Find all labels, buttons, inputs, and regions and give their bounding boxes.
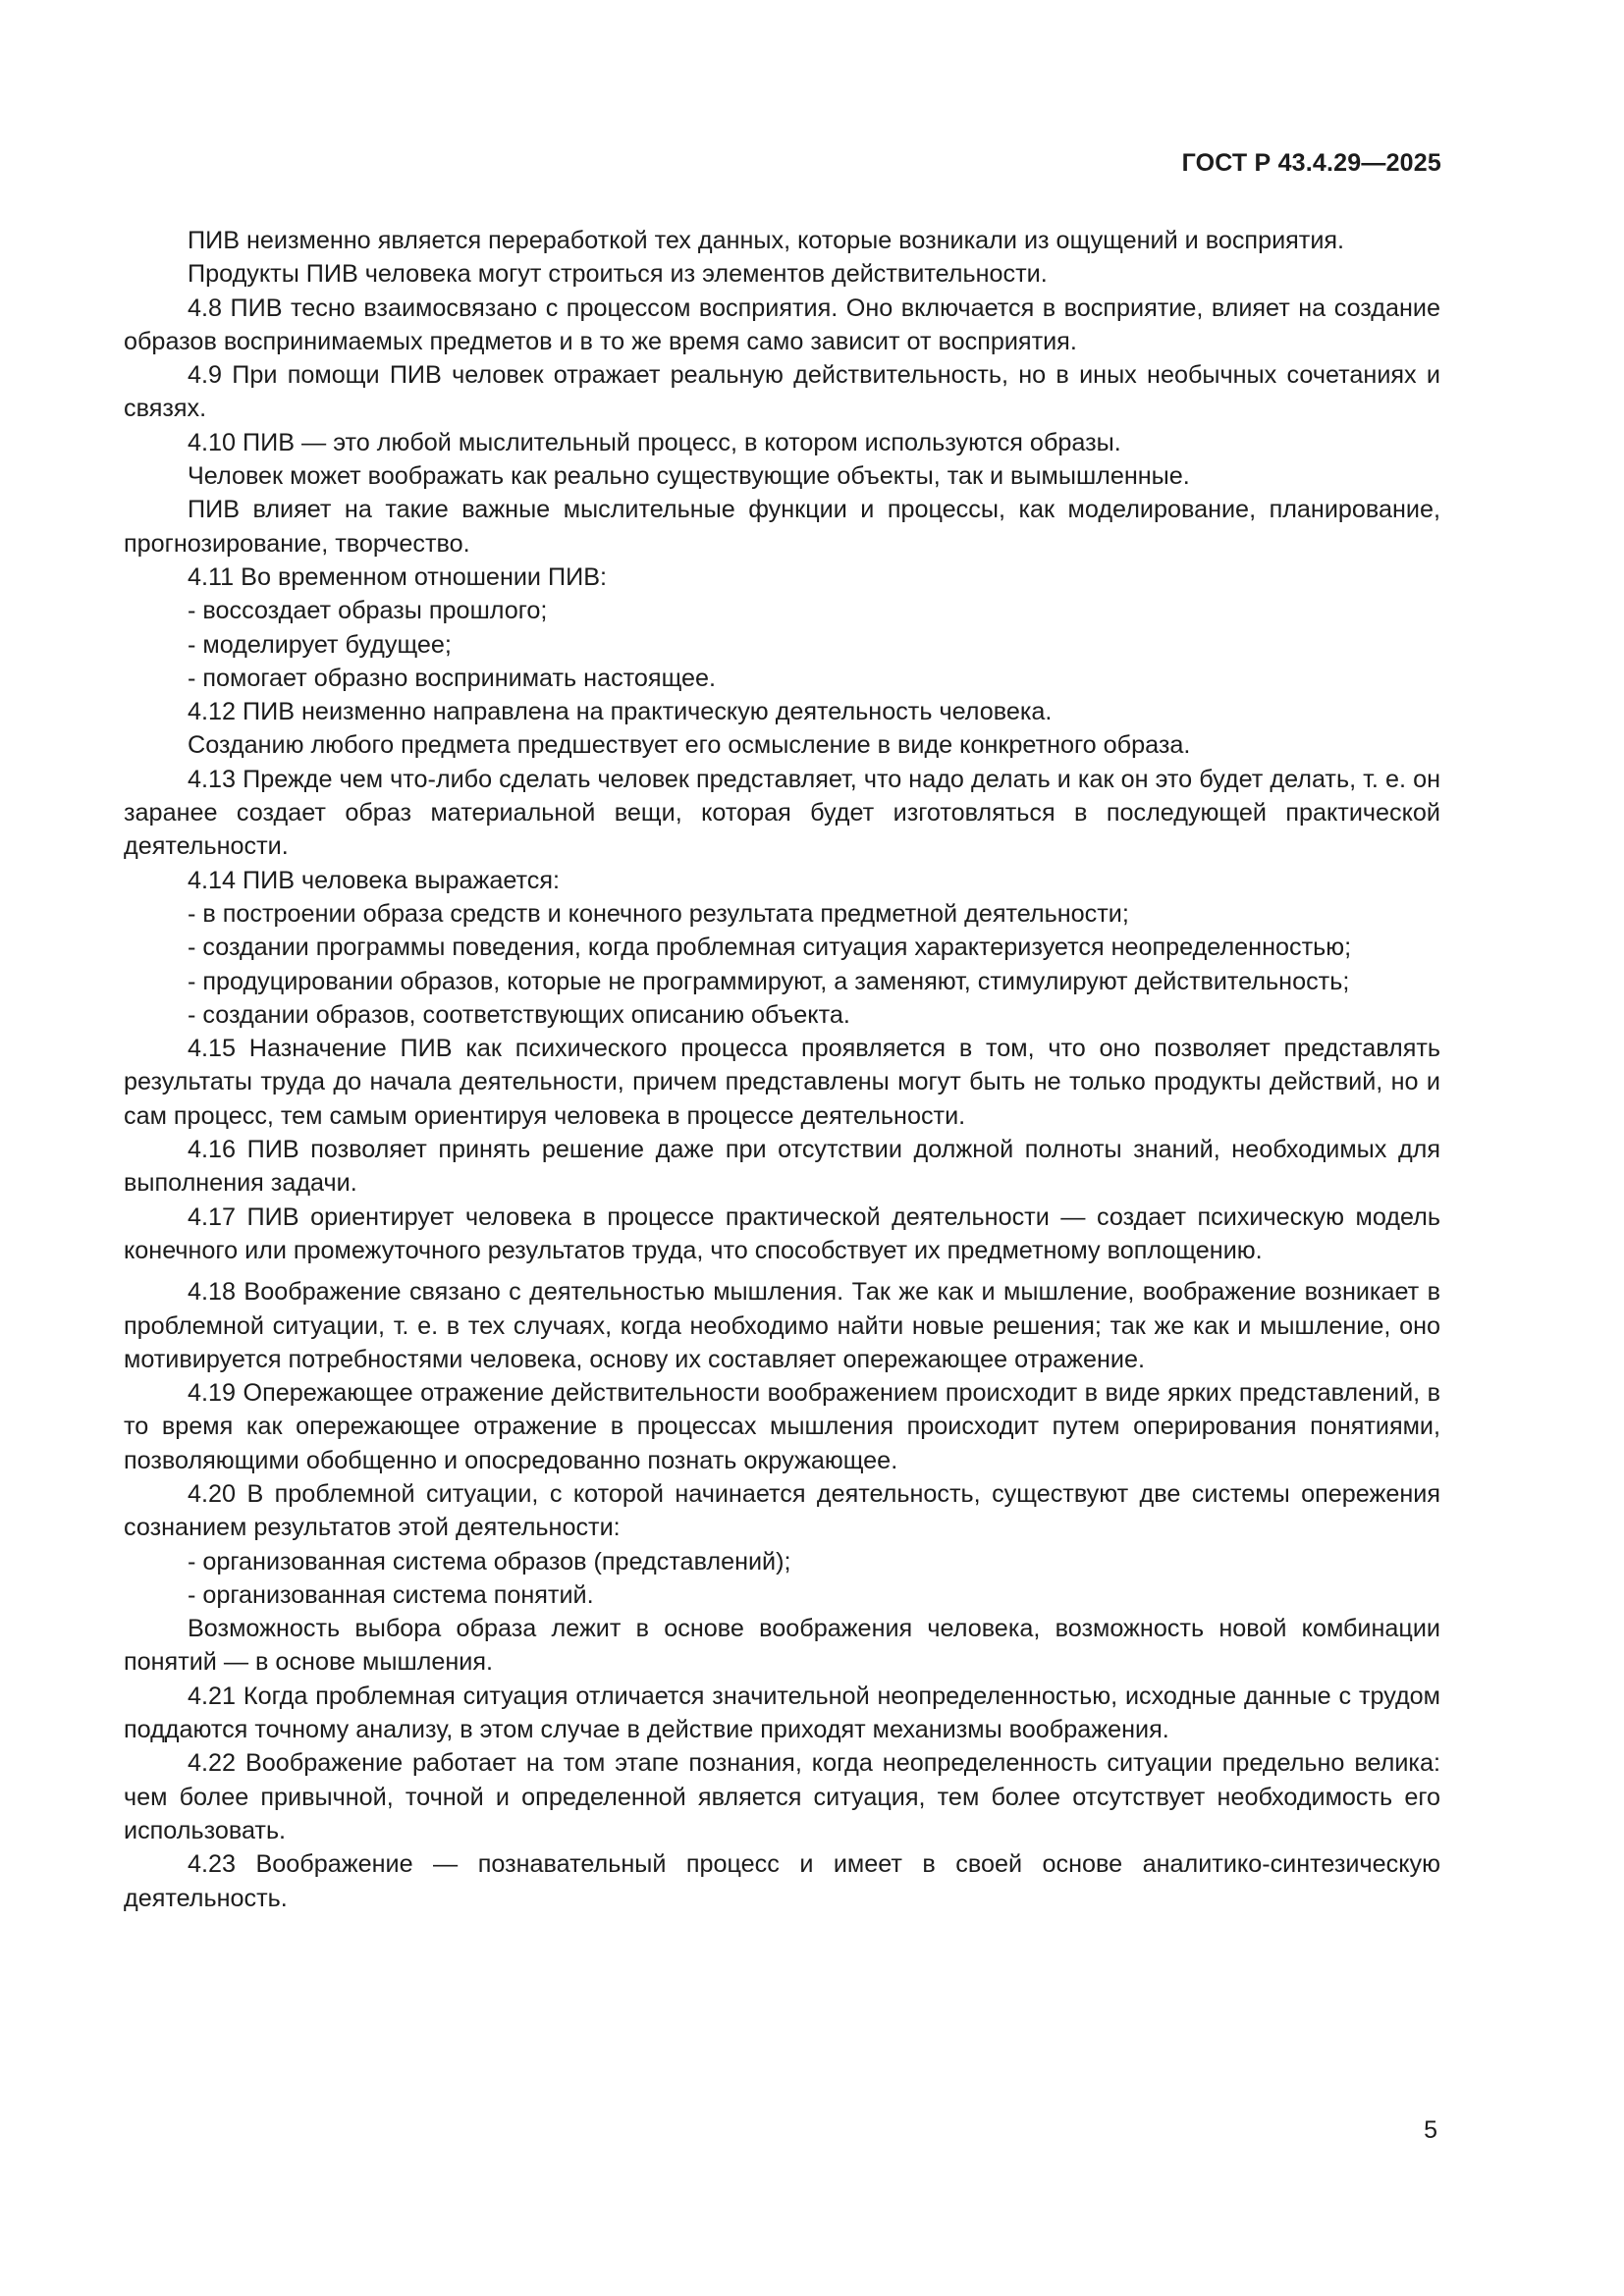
paragraph: 4.15 Назначение ПИВ как психического процесса проявляется в том, что оно позволяет представлять результаты труда до начала деятельности, причем представлены могут быть не только продукты действий, но и сам процесс, тем самым ориентируя человека в процессе деятельности. [124, 1035, 1440, 1130]
paragraph: Человек может воображать как реально существующие объекты, так и вымышленные. [188, 462, 1190, 491]
paragraph: Продукты ПИВ человека могут строиться из элементов действительности. [188, 260, 1048, 289]
paragraph: Созданию любого предмета предшествует его осмысление в виде конкретного образа. [188, 731, 1191, 760]
document-code-header: ГОСТ Р 43.4.29—2025 [1181, 149, 1441, 177]
page-number: 5 [1424, 2116, 1437, 2144]
paragraph: 4.19 Опережающее отражение действительности воображением происходит в виде ярких представлений, в то время как опережающее отражение в процессах мышления происходит путем оперирования понятиями, позволяющими обобщенно и опосредованно познать окружающее. [124, 1379, 1440, 1474]
paragraph: 4.17 ПИВ ориентирует человека в процессе практической деятельности — создает психическую модель конечного или промежуточного результатов труда, что способствует их предметному воплощению. [124, 1202, 1440, 1264]
paragraph: 4.9 При помощи ПИВ человек отражает реальную действительность, но в иных необычных сочетаниях и связях. [124, 361, 1440, 423]
list-item: - организованная система образов (представлений); [188, 1547, 791, 1575]
list-item: - в построении образа средств и конечного результата предметной деятельности; [188, 899, 1129, 928]
paragraph: 4.10 ПИВ — это любой мыслительный процесс, в котором используются образы. [188, 428, 1121, 456]
paragraph: Возможность выбора образа лежит в основе воображения человека, возможность новой комбинации понятий — в основе мышления. [124, 1615, 1440, 1677]
paragraph: 4.22 Воображение работает на том этапе познания, когда неопределенность ситуации предельно велика: чем более привычной, точной и определенной является ситуация, тем более отсутствует необходимость его использовать. [124, 1749, 1440, 1844]
paragraph: ПИВ неизменно является переработкой тех данных, которые возникали из ощущений и восприятия. [188, 227, 1345, 254]
paragraph: 4.16 ПИВ позволяет принять решение даже при отсутствии должной полноты знаний, необходимых для выполнения задачи. [124, 1136, 1440, 1198]
list-item: - воссоздает образы прошлого; [188, 597, 548, 625]
paragraph: 4.12 ПИВ неизменно направлена на практическую деятельность человека. [188, 698, 1053, 726]
list-item: - помогает образно воспринимать настоящее. [188, 664, 717, 692]
document-body [124, 224, 1440, 1915]
list-item: - продуцировании образов, которые не программируют, а заменяют, стимулируют действительность; [188, 967, 1350, 995]
paragraph: 4.13 Прежде чем что-либо сделать человек представляет, что надо делать и как он это будет делать, т. е. он заранее создает образ материальной вещи, которая будет изготовляться в последующей практической деятельности. [124, 765, 1440, 861]
paragraph: 4.14 ПИВ человека выражается: [188, 866, 561, 894]
list-item: - создании программы поведения, когда проблемная ситуация характеризуется неопределенностью; [188, 934, 1352, 962]
list-item: - создании образов, соответствующих описанию объекта. [188, 1000, 850, 1029]
paragraph: ПИВ влияет на такие важные мыслительные функции и процессы, как моделирование, планирование, прогнозирование, творчество. [124, 496, 1440, 558]
paragraph: 4.11 Во временном отношении ПИВ: [188, 562, 607, 591]
paragraph: 4.8 ПИВ тесно взаимосвязано с процессом восприятия. Оно включается в восприятие, влияет на создание образов воспринимаемых предметов и в то же время само зависит от восприятия. [124, 294, 1440, 355]
list-item: - моделирует будущее; [188, 630, 452, 659]
paragraph: 4.18 Воображение связано с деятельностью мышления. Так же как и мышление, воображение возникает в проблемной ситуации, т. е. в тех случаях, когда необходимо найти новые решения; так же как и мышление, оно мотивируется потребностями человека, основу их составляет опережающее отражение. [124, 1278, 1440, 1373]
paragraph: 4.21 Когда проблемная ситуация отличается значительной неопределенностью, исходные данные с трудом поддаются точному анализу, в этом случае в действие приходят механизмы воображения. [124, 1682, 1440, 1744]
paragraph: 4.20 В проблемной ситуации, с которой начинается деятельность, существуют две системы опережения сознанием результатов этой деятельности: [124, 1479, 1440, 1542]
list-item: - организованная система понятий. [188, 1580, 594, 1609]
paragraph: 4.23 Воображение — познавательный процесс и имеет в своей основе аналитико-синтезическую деятельность. [124, 1850, 1440, 1912]
